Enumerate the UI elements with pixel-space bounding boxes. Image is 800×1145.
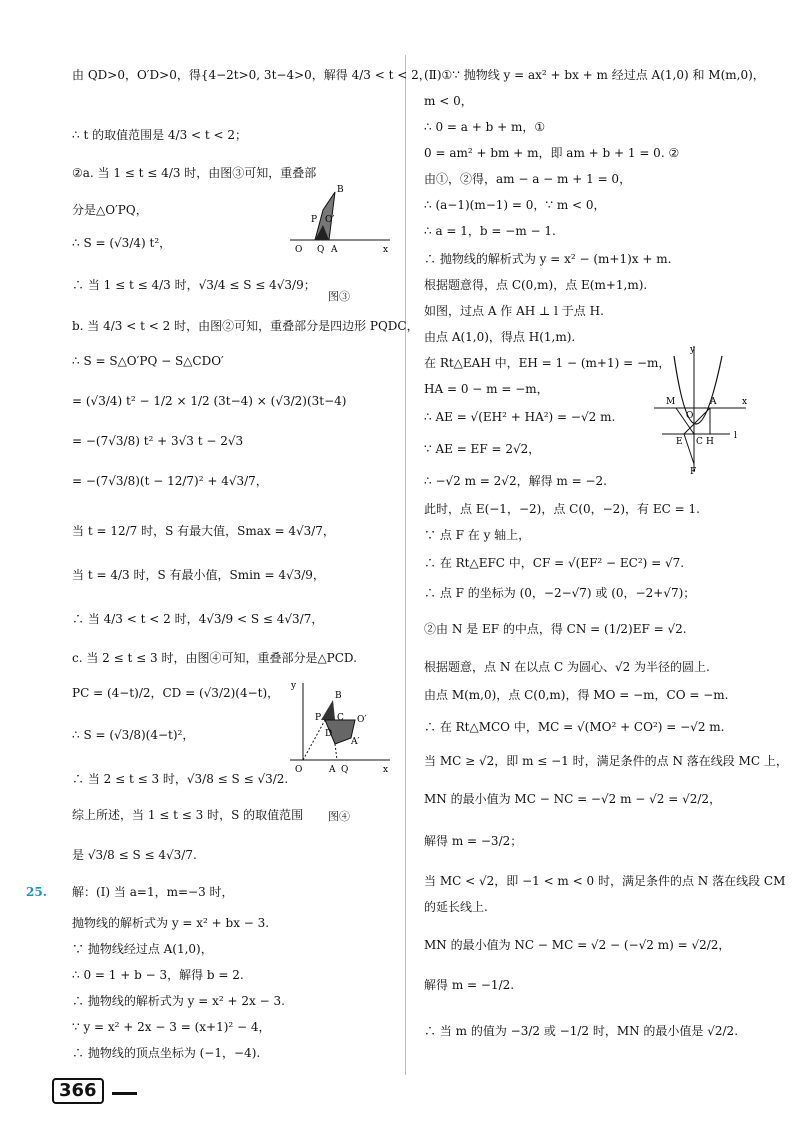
label-x: x: [383, 245, 389, 255]
text-line: 0 = am² + bm + m，即 am + b + 1 = 0. ②: [424, 146, 680, 160]
column-divider: [405, 55, 406, 1075]
text-line: = (√3/4) t² − 1/2 × 1/2 (3t−4) × (√3/2)(3t−4): [72, 394, 347, 408]
text-line: ∴ S = S△O′PQ − S△CDO′: [72, 354, 224, 368]
text-line: ∴ S = (√3/4) t²，: [72, 236, 172, 250]
dashed-line: [303, 720, 325, 760]
label-O-prime: O′: [325, 215, 335, 225]
text-line: (Ⅱ)①∵ 抛物线 y = ax² + bx + m 经过点 A(1,0) 和 M(m,0)，: [424, 68, 765, 82]
text-line: b. 当 4/3 < t < 2 时，由图②可知，重叠部分是四边形 PQDC，: [72, 319, 419, 333]
label-F: F: [690, 467, 697, 477]
page-number-bar: [112, 1092, 137, 1095]
text-line: 解得 m = −1/2.: [424, 978, 515, 992]
text-line: 是 √3/8 ≤ S ≤ 4√3/7.: [72, 848, 197, 862]
text-line: ∴ a = 1，b = −m − 1.: [424, 224, 556, 238]
text-line: MN 的最小值为 MC − NC = −√2 m − √2 = √2/2，: [424, 792, 722, 806]
parabola-curve: [674, 356, 722, 424]
label-x: x: [383, 765, 389, 775]
text-line: ∴ (a−1)(m−1) = 0，∵ m < 0，: [424, 198, 606, 212]
segment-EF: [684, 434, 694, 464]
label-Q: Q: [317, 245, 325, 255]
figure-parabola: [650, 342, 758, 478]
text-line: MN 的最小值为 NC − MC = √2 − (−√2 m) = √2/2，: [424, 938, 731, 952]
text-line: ∴ 点 F 的坐标为 (0，−2−√7) 或 (0，−2+√7)；: [424, 586, 696, 600]
text-line: ∴ 在 Rt△EFC 中，CF = √(EF² − EC²) = √7.: [424, 556, 685, 570]
shaded-triangle-top: [321, 700, 335, 720]
label-E: E: [676, 437, 683, 447]
text-line: 当 MC < √2，即 −1 < m < 0 时，满足条件的点 N 落在线段 CM: [424, 874, 786, 888]
figure-3-caption: 图③: [328, 290, 350, 303]
text-line: ∴ 0 = a + b + m，①: [424, 120, 546, 134]
text-line: ∵ 点 F 在 y 轴上，: [424, 528, 531, 542]
text-line: 综上所述，当 1 ≤ t ≤ 3 时，S 的取值范围: [72, 808, 304, 822]
text-line: 由点 M(m,0)，点 C(0,m)，得 MO = −m，CO = −m.: [424, 688, 729, 702]
label-A: A: [331, 245, 338, 255]
text-line: = −(7√3/8) t² + 3√3 t − 2√3: [72, 434, 244, 448]
text-line: ∴ 当 1 ≤ t ≤ 4/3 时，√3/4 ≤ S ≤ 4√3/9；: [72, 278, 316, 292]
text-line: 由①，②得，am − a − m + 1 = 0，: [424, 172, 632, 186]
label-x: x: [742, 397, 748, 407]
label-A: A: [710, 397, 717, 407]
figure-4: [285, 678, 395, 778]
dashed-line-2: [335, 744, 337, 760]
label-O: O: [686, 411, 694, 421]
text-line: ∴ 当 4/3 < t < 2 时，4√3/9 < S ≤ 4√3/7，: [72, 612, 324, 626]
text-line: ∴ 0 = 1 + b − 3，解得 b = 2.: [72, 968, 244, 982]
text-line: 此时，点 E(−1，−2)，点 C(0，−2)，有 EC = 1.: [424, 502, 700, 516]
text-line: ②由 N 是 EF 的中点，得 CN = (1/2)EF = √2.: [424, 622, 687, 636]
text-line: 由点 A(1,0)，得点 H(1,m).: [424, 330, 576, 344]
text-line: ∴ S = (√3/8)(4−t)²，: [72, 728, 195, 742]
text-line: ∴ 抛物线的顶点坐标为 (−1，−4).: [72, 1046, 261, 1060]
text-line: 在 Rt△EAH 中，EH = 1 − (m+1) = −m，: [424, 356, 671, 370]
label-y: y: [291, 681, 297, 691]
text-line: 的延长线上.: [424, 900, 488, 914]
text-line: ∵ y = x² + 2x − 3 = (x+1)² − 4，: [72, 1020, 271, 1034]
text-line: = −(7√3/8)(t − 12/7)² + 4√3/7，: [72, 474, 268, 488]
text-line: 解得 m = −3/2；: [424, 834, 523, 848]
figure-3: [285, 180, 395, 300]
text-line: ∴ 当 2 ≤ t ≤ 3 时，√3/8 ≤ S ≤ √3/2.: [72, 772, 289, 786]
text-line: ∴ 当 m 的值为 −3/2 或 −1/2 时，MN 的最小值是 √2/2.: [424, 1024, 739, 1038]
label-B: B: [337, 185, 344, 195]
label-D: D: [325, 729, 333, 739]
text-line: 根据题意，点 N 在以点 C 为圆心、√2 为半径的圆上.: [424, 660, 710, 674]
text-line: m < 0，: [424, 94, 473, 108]
text-line: ∵ 抛物线经过点 A(1,0)，: [72, 942, 213, 956]
text-line: ∴ 抛物线的解析式为 y = x² + 2x − 3.: [72, 994, 285, 1008]
label-y: y: [690, 345, 696, 355]
label-O: O: [295, 765, 303, 775]
label-H: H: [706, 437, 714, 447]
text-line: 如图，过点 A 作 AH ⊥ l 于点 H.: [424, 304, 604, 318]
label-Q: Q: [341, 765, 349, 775]
label-A: A: [329, 765, 336, 775]
label-P: P: [311, 215, 318, 225]
text-line: 当 MC ≥ √2，即 m ≤ −1 时，满足条件的点 N 落在线段 MC 上，: [424, 754, 788, 768]
text-line: HA = 0 − m = −m，: [424, 382, 549, 396]
text-line: ②a. 当 1 ≤ t ≤ 4/3 时，由图③可知，重叠部: [72, 166, 317, 180]
figure-4-caption: 图④: [328, 810, 350, 823]
text-line: ∴ −√2 m = 2√2，解得 m = −2.: [424, 474, 607, 488]
text-line: 当 t = 4/3 时，S 有最小值，Smin = 4√3/9，: [72, 568, 325, 582]
text-line: 由 QD>0，O′D>0，得{4−2t>0, 3t−4>0，解得 4/3 < t < 2，: [72, 68, 431, 82]
text-line: 当 t = 12/7 时，S 有最大值，Smax = 4√3/7，: [72, 524, 335, 538]
text-line: 解：(Ⅰ) 当 a=1，m=−3 时，: [72, 885, 234, 899]
page-number: 366: [52, 1078, 104, 1104]
text-line: ∵ AE = EF = 2√2，: [424, 442, 541, 456]
text-line: ∴ AE = √(EH² + HA²) = −√2 m.: [424, 410, 616, 424]
question-number: 25.: [26, 885, 47, 899]
label-B: B: [335, 691, 342, 701]
label-C: C: [696, 437, 703, 447]
text-line: 抛物线的解析式为 y = x² + bx − 3.: [72, 916, 270, 930]
text-line: c. 当 2 ≤ t ≤ 3 时，由图④可知，重叠部分是△PCD.: [72, 651, 357, 665]
label-O: O: [295, 245, 303, 255]
label-l: l: [734, 431, 737, 441]
text-line: 根据题意得，点 C(0,m)，点 E(m+1,m).: [424, 278, 648, 292]
label-C: C: [337, 713, 344, 723]
label-O-prime: O′: [357, 715, 367, 725]
label-M: M: [666, 397, 676, 407]
text-line: ∴ t 的取值范围是 4/3 < t < 2；: [72, 128, 248, 142]
text-line: 分是△O′PQ，: [72, 203, 148, 217]
text-line: PC = (4−t)/2，CD = (√3/2)(4−t)，: [72, 686, 280, 700]
label-A-prime: A′: [351, 737, 360, 747]
text-line: ∴ 抛物线的解析式为 y = x² − (m+1)x + m.: [424, 252, 672, 266]
label-P: P: [315, 713, 322, 723]
text-line: ∴ 在 Rt△MCO 中，MC = √(MO² + CO²) = −√2 m.: [424, 720, 725, 734]
